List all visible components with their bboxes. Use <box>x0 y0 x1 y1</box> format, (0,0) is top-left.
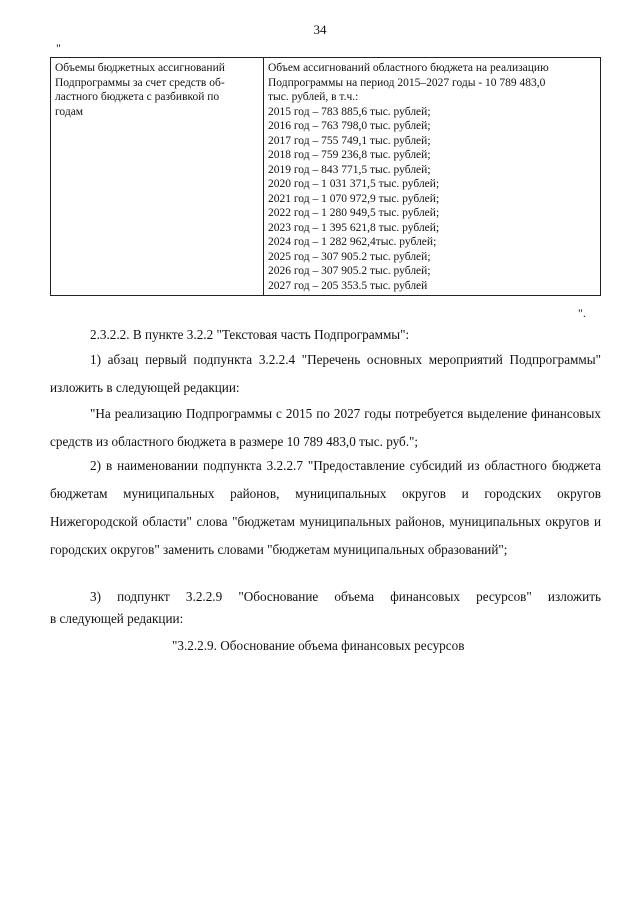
paragraph-item-3-line-1: 3) подпункт 3.2.2.9 "Обоснование объема финансовых ресурсов" изложить <box>90 589 601 604</box>
year-allocation: 2023 год – 1 395 621,8 тыс. рублей; <box>268 221 440 234</box>
year-allocation: 2018 год – 759 236,8 тыс. рублей; <box>268 149 431 161</box>
year-allocation: 2025 год – 307 905.2 тыс. рублей; <box>268 250 431 263</box>
table-row <box>51 58 601 296</box>
budget-table <box>50 57 601 296</box>
paragraph-2-3-2-2: 2.3.2.2. В пункте 3.2.2 "Текстовая часть Подпрограммы": <box>90 327 410 342</box>
budget-values-cell <box>264 58 601 296</box>
year-allocation: 2020 год – 1 031 371,5 тыс. рублей; <box>268 178 440 190</box>
year-allocation: 2027 год – 205 353.5 тыс. рублей <box>268 279 428 292</box>
paragraph-item-3-line-2: в следующей редакции: <box>50 611 184 626</box>
paragraph-3-2-2-9-heading: "3.2.2.9. Обоснование объема финансовых ресурсов <box>172 638 465 653</box>
paragraph-item-1: 1) абзац первый подпункта 3.2.2.4 "Перечень основных мероприятий Подпрограммы" изложить в следующей редакции: <box>50 352 601 395</box>
year-allocation: 2017 год – 755 749,1 тыс. рублей; <box>268 134 431 147</box>
label-line: Подпрограммы за счет средств об- <box>55 76 225 89</box>
year-allocation: 2016 год – 763 798,0 тыс. рублей; <box>268 120 431 132</box>
paragraph-item-2: 2) в наименовании подпункта 3.2.2.7 "Предоставление субсидий из областного бюджета бюджетам муниципальных районов, муниципальных округов и городских округов Нижегородской области" слова "бюджетам муниципальных районов, муниципальных округов и городских округов" заменить словами "бюджетам муниципальных образований"; <box>50 458 601 557</box>
closing-quote-mark: ". <box>578 306 586 320</box>
label-line: ластного бюджета с разбивкой по <box>55 91 220 103</box>
label-line: годам <box>55 105 84 118</box>
label-line: Объемы бюджетных ассигнований <box>55 62 225 74</box>
budget-intro-line: Подпрограммы на период 2015–2027 годы - 10 789 483,0 <box>268 76 546 89</box>
budget-label-cell <box>51 58 264 296</box>
year-allocation: 2024 год – 1 282 962,4тыс. рублей; <box>268 236 437 248</box>
year-allocation: 2019 год – 843 771,5 тыс. рублей; <box>268 163 431 176</box>
budget-intro-line: Объем ассигнований областного бюджета на реализацию <box>268 62 549 74</box>
page-number: 34 <box>313 22 327 37</box>
paragraph-quote-funding: "На реализацию Подпрограммы с 2015 по 2027 годы потребуется выделение финансовых средств из областного бюджета в размере 10 789 483,0 тыс. руб."; <box>50 406 601 449</box>
opening-quote-mark: " <box>56 41 61 55</box>
year-allocation: 2026 год – 307 905.2 тыс. рублей; <box>268 265 431 277</box>
budget-intro-line: тыс. рублей, в т.ч.: <box>268 91 359 103</box>
year-allocation: 2015 год – 783 885,6 тыс. рублей; <box>268 105 431 118</box>
year-allocation: 2022 год – 1 280 949,5 тыс. рублей; <box>268 207 440 219</box>
year-allocation: 2021 год – 1 070 972,9 тыс. рублей; <box>268 192 440 205</box>
